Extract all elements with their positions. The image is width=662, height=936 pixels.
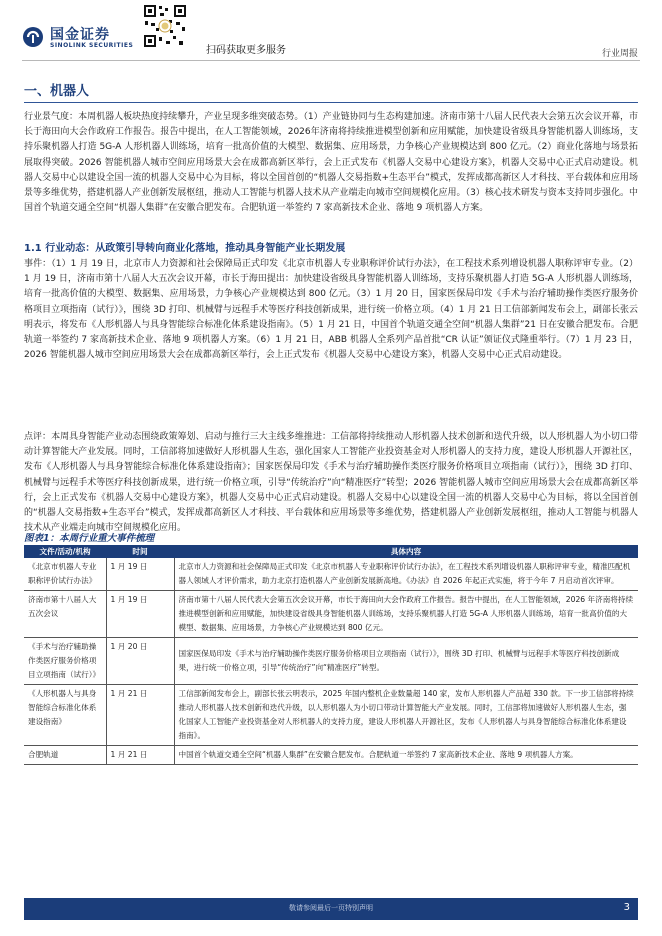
- section-divider: [24, 102, 638, 103]
- row-date: 1 月 19 日: [106, 558, 174, 591]
- table-header-row: [24, 545, 638, 558]
- row-doc: 合肥轨道: [24, 746, 106, 765]
- events-table: [24, 545, 638, 765]
- column-header-date: 时间: [106, 545, 174, 558]
- row-content: 工信部新闻发布会上，副部长张云明表示，2025 年国内整机企业数量超 140 家，发布人形机器人产品超 330 款。下一步工信部将持续推动人形机器人技术创新和迭代升级，以人形机器人为小切口带动计算智能大产业发展。同时，工信部将加速做好人形机器人生态，强化国家人工智能产业投资基金对人形机器人的支持力度，建设人形机器人开源社区，发布《人形机器人与具身智能综合标准化体系建设指南》。: [174, 685, 638, 746]
- row-doc: 《北京市机器人专业职称评价试行办法》: [24, 558, 106, 591]
- row-date: 1 月 21 日: [106, 746, 174, 765]
- page-footer: [24, 898, 638, 920]
- section-title: 一、机器人: [24, 84, 90, 99]
- row-doc: 《人形机器人与具身智能综合标准化体系建设指南》: [24, 685, 106, 746]
- row-date: 1 月 20 日: [106, 638, 174, 685]
- report-type-label: 行业周报: [601, 49, 638, 59]
- comment-paragraph: 点评：本周具身智能产业动态围绕政策筹划、启动与推行三大主线多维推进：工信部将持续推动人形机器人技术创新和迭代升级，以人形机器人为小切口带动计算智能大产业发展。同时，工信部将加速做好人形机器人生态，强化国家人工智能产业投资基金对人形机器人的支持力度，建设人形机器人开源社区，发布《人形机器人与具身智能综合标准化体系建设指南》；国家医保局印发《手术与治疗辅助操作类医疗服务价格项目立项指南（试行）》，围绕 3D 打印、机械臂与远程手术等医疗科技创新成果，进行统一价格立项，引导“传统治疗”向“精准医疗”转型；2026 智能机器人城市空间应用场景大会在成都高新区举行，会上正式发布《机器人交易中心建设方案》，机器人交易中心正式启动建设。机器人交易中心以建设全国一流的机器人交易中心为目标，将以全国首创的“机器人交易指数+生态平台”模式，发挥成都高新区人才科技、平台载体和应用场景等多维优势，搭建机器人产业创新发展枢纽，推动人工智能与机器人技术从产业端走向城市空间规模化应用。: [24, 432, 638, 534]
- qr-caption: 扫码获取更多服务: [206, 45, 286, 56]
- row-date: 1 月 19 日: [106, 591, 174, 638]
- column-header-content: 具体内容: [174, 545, 638, 558]
- sinolink-logo-icon: [22, 26, 44, 48]
- subsection-title: 1.1 行业动态：从政策引导转向商业化落地，推动具身智能产业长期发展: [24, 243, 346, 254]
- page-header: [0, 0, 662, 62]
- header-divider: [22, 60, 640, 61]
- table-row: [24, 558, 638, 591]
- figure-title: 图表1：本周行业重大事件梳理: [24, 533, 155, 544]
- table-row: [24, 685, 638, 746]
- table-row: [24, 591, 638, 638]
- table-row: [24, 746, 638, 765]
- page-number: 3: [623, 902, 630, 913]
- row-content: 济南市第十八届人民代表大会第五次会议开幕，市长于海田向大会作政府工作报告。报告中提出，在人工智能领域，2026 年济南将持续推进模型创新和应用赋能，加快建设省级具身智能机器人训练场，支持乐聚机器人打造 5G-A 人形机器人训练场，培育一批高价值的大模型、数据集、应用场景，力争核心产业规模达到 800 亿元。: [174, 591, 638, 638]
- industry-outlook-paragraph: 行业景气度：本周机器人板块热度持续攀升，产业呈现多维突破态势。（1）产业链协同与生态构建加速。济南市第十八届人民代表大会第五次会议开幕，市长于海田向大会作政府工作报告。报告中提出，在人工智能领域，2026年济南将持续推进模型创新和应用赋能，加快建设省级具身智能机器人训练场，支持乐聚机器人打造 5G-A 人形机器人训练场，培育一批高价值的大模型、数据集、应用场景，力争核心产业规模达到 800 亿元。（2）商业化落地与场景拓展取得突破。2026 智能机器人城市空间应用场景大会在成都高新区举行，会上正式发布《机器人交易中心建设方案》，机器人交易中心正式启动建设。机器人交易中心以建设全国一流的机器人交易中心为目标，将以全国首创的“机器人交易指数+生态平台”模式，发挥成都高新区人才科技、平台载体和应用场景等多维优势，搭建机器人产业创新发展枢纽，推动人工智能与机器人技术从产业端走向城市空间规模化应用。（3）核心技术研发与资本支持同步强化。中国首个轨道交通全空间“机器人集群”在安徽合肥发布。合肥轨道一举签约 7 家高新技术企业、落地 9 项机器人方案。: [24, 112, 638, 214]
- row-content: 中国首个轨道交通全空间“机器人集群”在安徽合肥发布。合肥轨道一举签约 7 家高新技术企业、落地 9 项机器人方案。: [174, 746, 638, 765]
- row-doc: 《手术与治疗辅助操作类医疗服务价格项目立项指南（试行）》: [24, 638, 106, 685]
- row-content: 国家医保局印发《手术与治疗辅助操作类医疗服务价格项目立项指南（试行）》，围绕 3D 打印、机械臂与远程手术等医疗科技创新成果，进行统一价格立项，引导“传统治疗”向“精准医疗”转型。: [174, 638, 638, 685]
- qr-code-icon[interactable]: [142, 3, 188, 49]
- footer-disclaimer: 敬请参阅最后一页特别声明: [289, 904, 373, 912]
- row-doc: 济南市第十八届人大五次会议: [24, 591, 106, 638]
- brand-name-cn: 国金证券: [50, 27, 110, 43]
- row-content: 北京市人力资源和社会保障局正式印发《北京市机器人专业职称评价试行办法》，在工程技术系列增设机器人职称评审专业，精准匹配机器人领域人才评价需求，助力北京打造机器人产业创新发展新高地。《办法》自 2026 年起正式实施，将于今年 7 月启动首次评审。: [174, 558, 638, 591]
- events-paragraph: 事件：（1）1 月 19 日，北京市人力资源和社会保障局正式印发《北京市机器人专业职称评价试行办法》，在工程技术系列增设机器人职称评审专业。（2）1 月 19 日，济南市第十八届人大五次会议开幕，市长于海田提出：加快建设省级具身智能机器人训练场，支持乐聚机器人打造 5G-A 人形机器人训练场，培育一批高价值的大模型、数据集、应用场景，力争核心产业规模达到 800 亿元。（3）1 月 20 日，国家医保局印发《手术与治疗辅助操作类医疗服务价格项目立项指南（试行）》，围绕 3D 打印、机械臂与远程手术等医疗科技创新成果，进行统一价格立项。（4）1 月 21 日工信部新闻发布会上，副部长张云明表示，将发布《人形机器人与具身智能综合标准化体系建设指南》。（5）1 月 21 日，中国首个轨道交通全空间“机器人集群”21 日在安徽合肥发布。合肥轨道一举签约 7 家高新技术企业、落地 9 项机器人方案。（6）1 月 21 日，ABB 机器人全系列产品首批“CR 认证”颁证仪式隆重举行。（7）1 月 23 日，2026 智能机器人城市空间应用场景大会在成都高新区举行，会上正式发布《机器人交易中心建设方案》，机器人交易中心正式启动建设。: [24, 259, 638, 361]
- brand-name-en: SINOLINK SECURITIES: [50, 42, 134, 49]
- column-header-doc: 文件/活动/机构: [24, 545, 106, 558]
- table-row: [24, 638, 638, 685]
- row-date: 1 月 21 日: [106, 685, 174, 746]
